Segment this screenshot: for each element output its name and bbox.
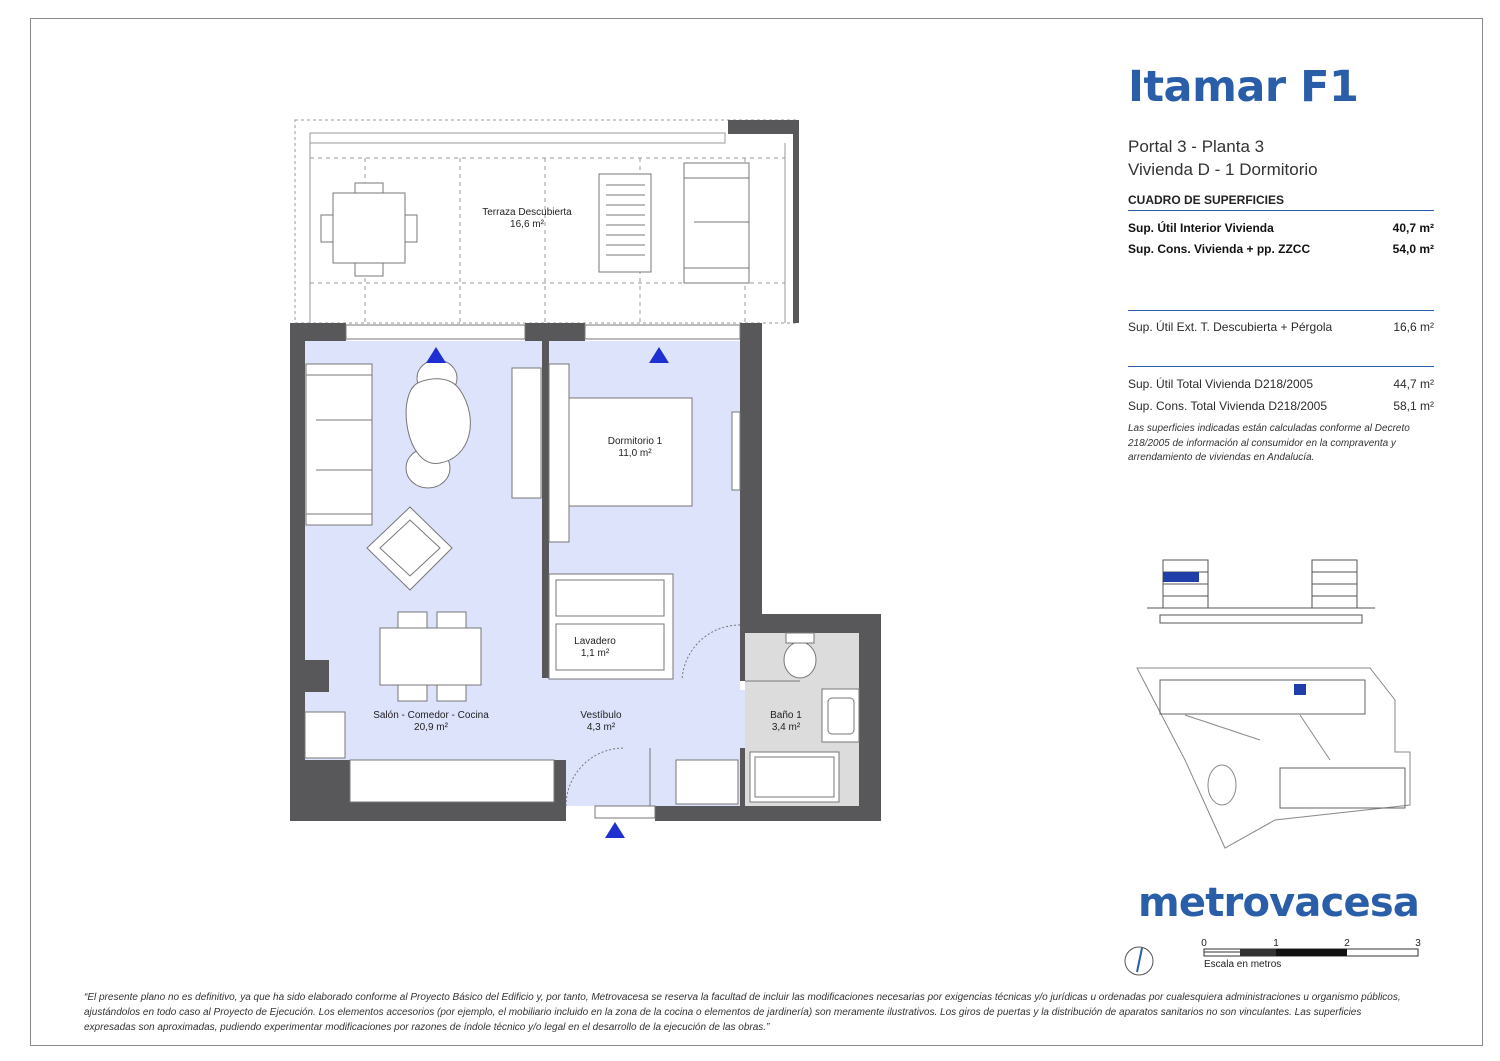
scale-tick-1: 1 — [1273, 938, 1279, 949]
surfaces-divider — [1128, 310, 1434, 311]
elevation-key — [1147, 560, 1375, 623]
room-area-hall: 4,3 m² — [586, 722, 616, 733]
outdoor-sofa — [684, 163, 749, 283]
brand-logo: metrovacesa — [1138, 880, 1420, 926]
surface-row-useful-interior — [1128, 221, 1434, 235]
north-arrow-icon — [1125, 947, 1153, 975]
surface-value: 40,7 m² — [1392, 221, 1434, 235]
room-label-hall: Vestíbulo — [580, 710, 622, 721]
scale-tick-0: 0 — [1201, 938, 1207, 949]
laundry — [549, 574, 673, 679]
surfaces-divider — [1128, 210, 1434, 211]
terrace-column — [728, 120, 798, 134]
scale-bar — [1204, 949, 1418, 956]
surface-label: Sup. Útil Interior Vivienda — [1128, 221, 1274, 235]
surface-value: 16,6 m² — [1393, 320, 1434, 334]
surface-label: Sup. Útil Total Vivienda D218/2005 — [1128, 377, 1314, 391]
scale-tick-2: 2 — [1344, 938, 1350, 949]
room-label-terrace: Terraza Descubierta — [482, 207, 572, 218]
room-area-laundry: 1,1 m² — [580, 648, 610, 659]
room-label-bath: Baño 1 — [770, 710, 802, 721]
surface-row-terrace — [1128, 320, 1434, 334]
surface-value: 44,7 m² — [1393, 377, 1434, 391]
room-label-living: Salón - Comedor - Cocina — [373, 710, 489, 721]
project-title: Itamar F1 — [1128, 62, 1359, 112]
unit-line: Vivienda D - 1 Dormitorio — [1128, 160, 1318, 179]
sun-lounger — [599, 174, 651, 272]
room-area-living: 20,9 m² — [414, 722, 448, 733]
site-plan-key — [1137, 668, 1410, 848]
surfaces-note: Las superficies indicadas están calculadas conforme al Decreto 218/2005 de información al consumidor en la compraventa y arrendamiento de viviendas en Andalucía. — [1128, 423, 1410, 463]
scale-label: Escala en metros — [1204, 959, 1282, 970]
room-area-terrace: 16,6 m² — [510, 219, 544, 230]
terrace-table-set — [321, 183, 417, 276]
surface-label: Sup. Cons. Total Vivienda D218/2005 — [1128, 399, 1328, 413]
room-area-bedroom: 11,0 m² — [618, 448, 652, 459]
elevation-highlight — [1163, 572, 1199, 582]
site-plan-highlight — [1294, 684, 1306, 695]
surface-value: 54,0 m² — [1392, 242, 1434, 256]
scale-tick-3: 3 — [1415, 938, 1421, 949]
surfaces-heading: CUADRO DE SUPERFICIES — [1128, 193, 1285, 207]
surface-label: Sup. Cons. Vivienda + pp. ZZCC — [1128, 242, 1311, 256]
room-label-bedroom: Dormitorio 1 — [607, 436, 663, 447]
location-line: Portal 3 - Planta 3 — [1128, 137, 1265, 156]
surface-row-total-built — [1128, 399, 1434, 413]
surfaces-divider — [1128, 366, 1434, 367]
terrace-column-side — [793, 120, 799, 323]
disclaimer: “El presente plano no es definitivo, ya que ha sido elaborado conforme al Proyecto Básico del Edificio y, por tanto, Metrovacesa se reserva la facultad de incluir las modificaciones necesarias por exigencias técnicas y/o jurídicas u ordenadas por cualesquiera administraciones u organismo públicos, ajustándolos en todo caso al Proyecto de Ejecución. Los elementos accesorios (por ejemplo, el mobiliario incluido en la zona de la cocina o elementos de jardinería) son meramente ilustrativos. Los giros de puertas y la distribución de aparatos sanitarios no son vinculantes. Las superficies expresadas son aproximadas, pudiendo experimentar modificaciones por razones de índole técnico y/o legal en el desarrollo de la ejecución de las obras.” — [84, 992, 1401, 1033]
surface-value: 58,1 m² — [1393, 399, 1434, 413]
room-area-bath: 3,4 m² — [771, 722, 801, 733]
surface-row-total-useful — [1128, 377, 1434, 391]
surface-row-built — [1128, 242, 1434, 256]
surface-label: Sup. Útil Ext. T. Descubierta + Pérgola — [1128, 320, 1333, 334]
room-label-laundry: Lavadero — [574, 636, 616, 647]
